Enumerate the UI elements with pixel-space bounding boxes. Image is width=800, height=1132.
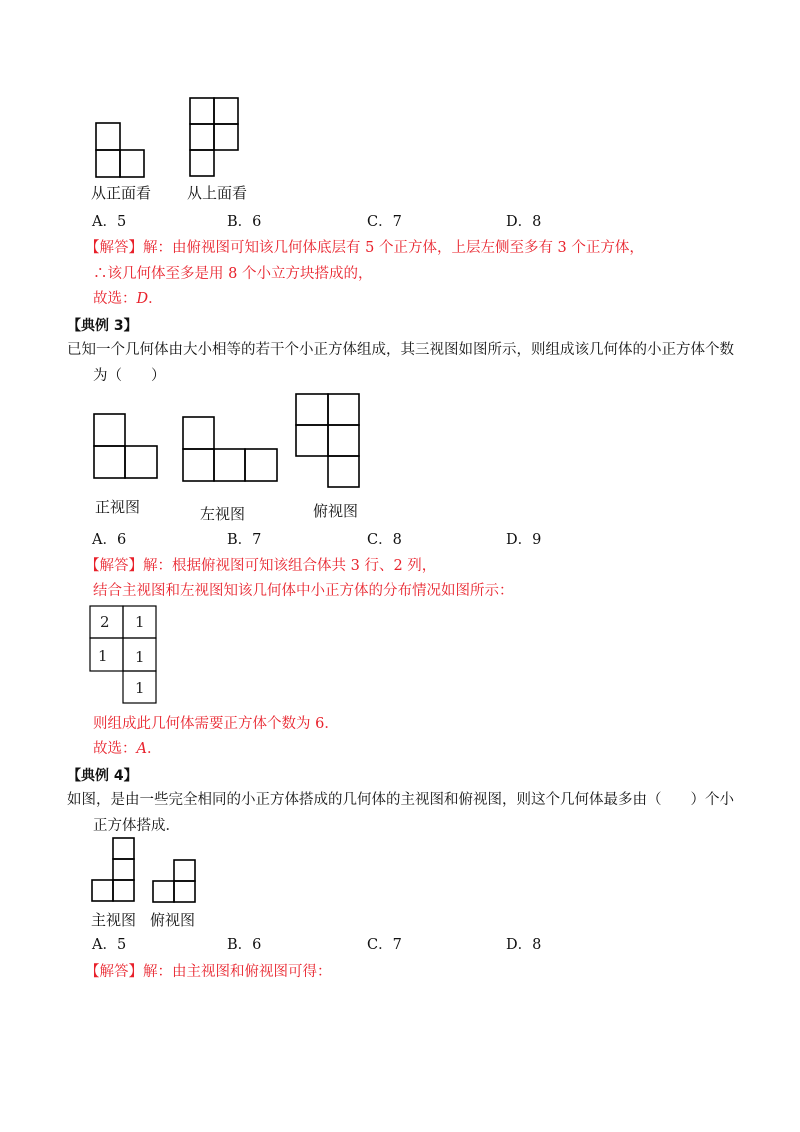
answer-line-2: 结合主视图和左视图知该几何体中小正方体的分布情况如图所示： [93,583,514,599]
answer-text: 解：由俯视图可知该几何体底层有 5 个正方体，上层左侧至多有 3 个正方体， [143,240,644,256]
caption-front-view: 正视图 [95,498,141,516]
option-a: A．5 [92,937,127,953]
option-d: D．8 [506,214,542,230]
answer-text: 解：根据俯视图可知该组合体共 3 行、2 列， [143,558,437,574]
grid-number: 2 [100,613,110,631]
distribution-grid-figure [90,606,160,706]
grid-number: 1 [135,613,145,631]
option-d: D．9 [506,532,542,548]
choose-value: D [136,291,149,307]
front-view-figure [92,838,138,904]
option-d: D．8 [506,937,542,953]
top-view-figure [296,394,362,492]
left-view-figure [183,417,281,483]
question-line-2: 为（ ） [93,368,166,384]
answer-line-1 [85,962,332,982]
answer-line-3: 则组成此几何体需要正方体个数为 6． [93,716,339,732]
front-view-figure [94,414,160,480]
grid-number: 1 [98,647,108,665]
option-b: B．6 [227,214,262,230]
grid-number: 1 [135,648,145,666]
choose-prefix: 故选： [93,291,137,307]
option-a: A．6 [92,532,127,548]
answer-label: 【解答】 [85,558,143,574]
top-view-figure [190,98,242,180]
choose-suffix: ． [148,291,163,307]
choose-value: A [136,741,147,757]
choose-line [93,289,163,309]
caption-front-view: 主视图 [91,911,137,929]
caption-left-view: 左视图 [200,505,246,523]
answer-line-2: ∴该几何体至多是用 8 个小立方块搭成的， [93,266,373,282]
option-a: A．5 [92,214,127,230]
question-line-1: 如图，是由一些完全相同的小正方体搭成的几何体的主视图和俯视图，则这个几何体最多由（ ）个小 [67,792,734,808]
answer-line-1 [85,556,436,576]
answer-label: 【解答】 [85,240,143,256]
option-c: C．8 [367,532,402,548]
heading-example-3: 【典例 3】 [67,318,138,334]
answer-text: 解：由主视图和俯视图可得： [143,964,332,980]
choose-prefix: 故选： [93,741,137,757]
answer-label: 【解答】 [85,964,143,980]
option-c: C．7 [367,214,402,230]
option-b: B．6 [227,937,262,953]
option-b: B．7 [227,532,262,548]
grid-number: 1 [135,679,145,697]
choose-line [93,739,161,759]
caption-top-view: 俯视图 [313,502,359,520]
choose-suffix: ． [146,741,162,757]
caption-front-view: 从正面看 [91,184,152,202]
answer-line-1 [85,238,644,258]
question-line-1: 已知一个几何体由大小相等的若干个小正方体组成，其三视图如图所示，则组成该几何体的小正方体个数 [67,342,734,358]
heading-example-4: 【典例 4】 [67,768,138,784]
option-c: C．7 [367,937,402,953]
question-line-2: 正方体搭成． [93,818,180,834]
top-view-figure [153,860,199,904]
caption-top-view: 从上面看 [187,184,248,202]
front-view-figure [96,123,146,179]
caption-top-view: 俯视图 [150,911,196,929]
